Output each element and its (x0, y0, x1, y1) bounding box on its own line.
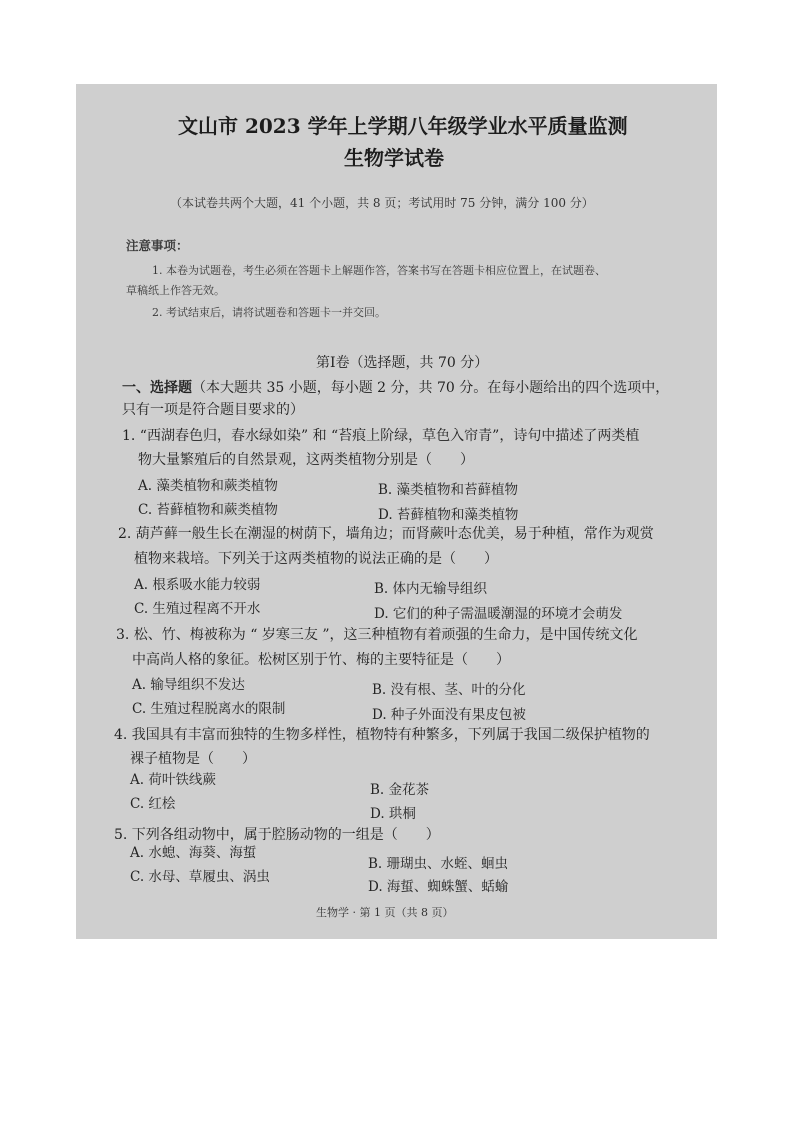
question-5-option-d: D. 海蜇、蜘蛛蟹、蛞蝓 (368, 879, 509, 895)
question-3-option-d: D. 种子外面没有果皮包被 (372, 707, 526, 723)
question-1-option-d: D. 苔藓植物和藻类植物 (378, 507, 519, 523)
section-intro-text: （本大题共 35 小题，每小题 2 分，共 70 分。在每小题给出的四个选项中， (192, 380, 670, 396)
question-2-line1: 2. 葫芦藓一般生长在潮湿的树荫下，墙角边；而肾蕨叶态优美，易于种植，常作为观赏 (118, 526, 654, 542)
question-1-line1: 1. “西湖春色归，春水绿如染” 和 “苔痕上阶绿，草色入帘青”，诗句中描述了两类植 (122, 428, 640, 444)
page-footer: 生物学 · 第 1 页（共 8 页） (316, 906, 454, 919)
question-2-option-d: D. 它们的种子需温暖潮湿的环境才会萌发 (374, 606, 623, 622)
question-5-option-a: A. 水螅、海葵、海蜇 (130, 845, 257, 861)
exam-title-line1: 文山市 2023 学年上学期八年级学业水平质量监测 (178, 114, 628, 138)
exam-title-line2: 生物学试卷 (344, 146, 444, 170)
question-3-line1: 3. 松、竹、梅被称为 “ 岁寒三友 ”，这三种植物有着顽强的生命力，是中国传统文化 (116, 627, 638, 643)
question-3-option-b: B. 没有根、茎、叶的分化 (372, 682, 526, 698)
exam-info: （本试卷共两个大题，41 个小题，共 8 页；考试用时 75 分钟，满分 100 分） (170, 196, 594, 210)
question-4-line2: 裸子植物是（ ） (130, 751, 256, 767)
notice-heading: 注意事项： (126, 238, 189, 253)
question-3-option-a: A. 输导组织不发达 (132, 677, 245, 693)
question-1-line2: 物大量繁殖后的自然景观，这两类植物分别是（ ） (138, 452, 474, 468)
question-5-line1: 5. 下列各组动物中，属于腔肠动物的一组是（ ） (114, 827, 440, 843)
question-4-option-c: C. 红桧 (130, 796, 176, 812)
notice-item1-line2: 草稿纸上作答无效。 (126, 284, 225, 297)
question-4-option-b: B. 金花茶 (370, 782, 430, 798)
part-title: 第Ⅰ卷（选择题，共 70 分） (316, 355, 489, 371)
section-intro-line2: 只有一项是符合题目要求的） (122, 402, 304, 418)
question-4-option-d: D. 珙桐 (370, 806, 416, 822)
question-2-option-c: C. 生殖过程离不开水 (134, 601, 261, 617)
question-3-option-c: C. 生殖过程脱离水的限制 (132, 701, 286, 717)
question-1-option-c: C. 苔藓植物和蕨类植物 (138, 502, 278, 518)
question-5-option-c: C. 水母、草履虫、涡虫 (130, 869, 270, 885)
question-5-option-b: B. 珊瑚虫、水蛭、蛔虫 (368, 856, 509, 872)
question-1-option-b: B. 藻类植物和苔藓植物 (378, 482, 519, 498)
question-4-line1: 4. 我国具有丰富而独特的生物多样性，植物特有种繁多，下列属于我国二级保护植物的 (114, 727, 650, 743)
notice-item2: 2. 考试结束后，请将试题卷和答题卡一并交回。 (152, 306, 386, 319)
question-4-option-a: A. 荷叶铁线蕨 (130, 772, 216, 788)
section-intro-line1 (122, 377, 669, 397)
question-3-line2: 中高尚人格的象征。松树区别于竹、梅的主要特征是（ ） (132, 652, 510, 668)
question-2-line2: 植物来栽培。下列关于这两类植物的说法正确的是（ ） (134, 551, 498, 567)
scanned-exam-page (76, 84, 717, 939)
section-intro-heading: 一、选择题 (122, 380, 192, 396)
notice-item1-line1: 1. 本卷为试题卷，考生必须在答题卡上解题作答，答案书写在答题卡相应位置上，在试题卷、 (152, 264, 606, 277)
question-2-option-b: B. 体内无输导组织 (374, 581, 488, 597)
question-1-option-a: A. 藻类植物和蕨类植物 (138, 478, 278, 494)
question-2-option-a: A. 根系吸水能力较弱 (134, 577, 261, 593)
